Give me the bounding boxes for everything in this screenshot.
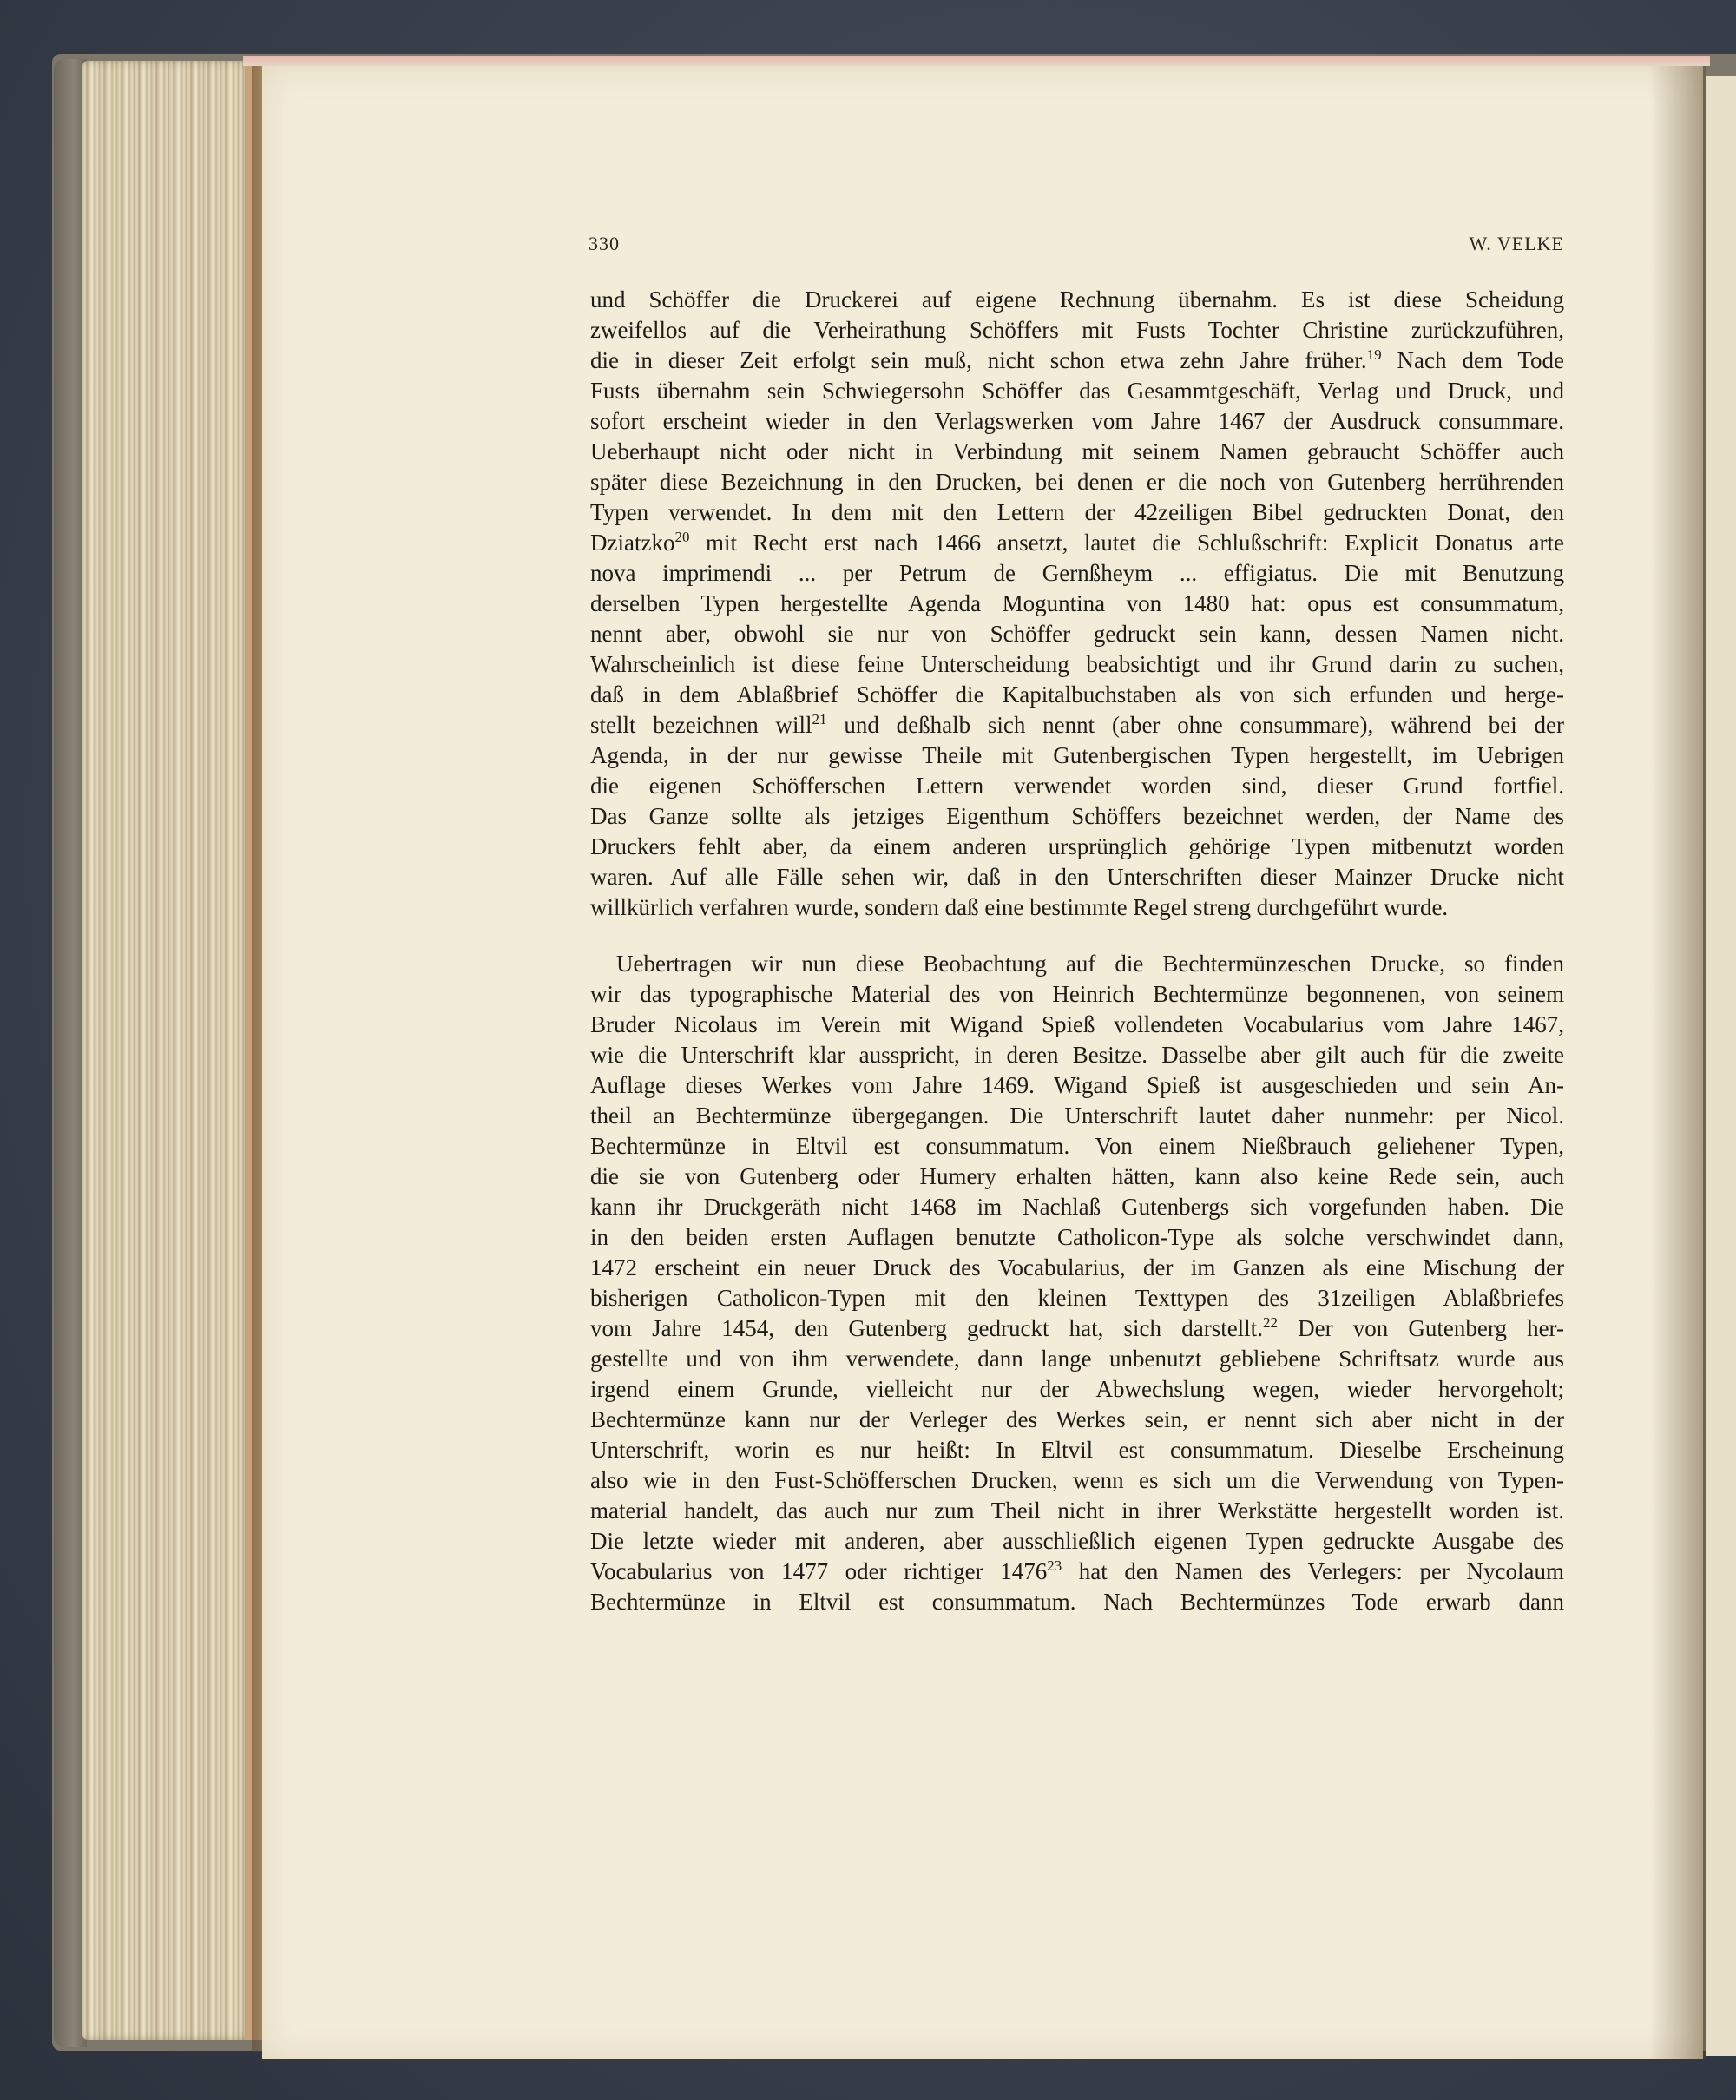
text-segment: Vocabularius von 1477 oder richtiger 1476: [590, 1558, 1048, 1584]
text-line: [590, 1313, 1564, 1344]
footnote-ref: 20: [674, 529, 690, 545]
text-segment: hat den Namen des Verlegers: per Nycolaum: [1062, 1558, 1564, 1584]
running-head: [589, 233, 1564, 259]
text-line: willkürlich verfahren wurde, sondern daß eine bestimmte Regel streng durchgeführt wurde.: [590, 894, 1449, 920]
top-edge: [243, 56, 1710, 66]
text-line: die eigenen Schöfferschen Lettern verwendet worden sind, dieser Grund fortfiel.: [590, 773, 1564, 799]
text-line: [590, 528, 1564, 558]
body-text: [590, 285, 1564, 1617]
text-line: [590, 346, 1564, 376]
text-line: irgend einem Grunde, vielleicht nur der Abwechslung wegen, wieder hervorgeholt;: [590, 1376, 1564, 1402]
text-segment: die in dieser Zeit erfolgt sein muß, nicht schon etwa zehn Jahre früher.: [590, 347, 1367, 373]
text-line: die sie von Gutenberg oder Humery erhalten hätten, kann also keine Rede sein, auch: [590, 1163, 1564, 1189]
text-line: Wahrscheinlich ist diese feine Unterscheidung beabsichtigt und ihr Grund darin zu suchen,: [590, 651, 1564, 677]
text-line: Fusts übernahm sein Schwiegersohn Schöffer das Gesammtgeschäft, Verlag und Druck, und: [590, 378, 1564, 404]
text-segment: Nach dem Tode: [1381, 347, 1564, 373]
next-page-edge: [1706, 76, 1736, 2056]
text-line: gestellte und von ihm verwendete, dann lange unbenutzt gebliebene Schriftsatz wurde aus: [590, 1346, 1564, 1372]
text-line: zweifellos auf die Verheirathung Schöffers mit Fusts Tochter Christine zurückzuführen,: [590, 317, 1564, 343]
text-line: später diese Bezeichnung in den Drucken, bei denen er die noch von Gutenberg herrührenden: [590, 469, 1564, 495]
text-line: derselben Typen hergestellte Agenda Moguntina von 1480 hat: opus est consummatum,: [590, 590, 1564, 616]
text-line: waren. Auf alle Fälle sehen wir, daß in den Unterschriften dieser Mainzer Drucke nicht: [590, 864, 1564, 890]
text-line: kann ihr Druckgeräth nicht 1468 im Nachlaß Gutenbergs sich vorgefunden haben. Die: [590, 1194, 1564, 1220]
paragraph-gap: [590, 923, 1564, 949]
text-line: Uebertragen wir nun diese Beobachtung auf die Bechtermünzeschen Drucke, so finden: [616, 951, 1564, 977]
text-line: theil an Bechtermünze übergegangen. Die Unterschrift lautet daher nunmehr: per Nicol.: [590, 1103, 1564, 1129]
text-line: material handelt, das auch nur zum Theil nicht in ihrer Werkstätte hergestellt worden ist.: [590, 1498, 1564, 1524]
text-line: Das Ganze sollte als jetziges Eigenthum Schöffers bezeichnet werden, der Name des: [590, 803, 1564, 829]
text-line: Bechtermünze kann nur der Verleger des Werkes sein, er nennt sich aber nicht in der: [590, 1406, 1564, 1432]
gutter-shadow: [1649, 66, 1706, 2059]
footnote-ref: 23: [1047, 1557, 1062, 1574]
text-line: Typen verwendet. In dem mit den Lettern der 42zeiligen Bibel gedruckten Donat, den: [590, 499, 1564, 525]
text-line: [590, 1557, 1564, 1587]
text-line: 1472 erscheint ein neuer Druck des Vocabularius, der im Ganzen als eine Mischung der: [590, 1254, 1564, 1280]
text-line: Bechtermünze in Eltvil est consummatum. Von einem Nießbrauch geliehener Typen,: [590, 1133, 1564, 1159]
text-segment: vom Jahre 1454, den Gutenberg gedruckt hat, sich darstellt.: [590, 1315, 1263, 1341]
footnote-ref: 22: [1262, 1314, 1278, 1331]
text-segment: stellt bezeichnen will: [590, 712, 812, 738]
text-segment: Dziatzko: [590, 530, 675, 556]
text-line: und Schöffer die Druckerei auf eigene Rechnung übernahm. Es ist diese Scheidung: [590, 286, 1564, 313]
footnote-ref: 21: [812, 711, 827, 727]
text-line: bisherigen Catholicon-Typen mit den kleinen Texttypen des 31zeiligen Ablaßbriefes: [590, 1285, 1564, 1311]
text-line: Bechtermünze in Eltvil est consummatum. Nach Bechtermünzes Tode erwarb dann: [590, 1589, 1564, 1615]
text-line: wir das typographische Material des von Heinrich Bechtermünze begonnenen, von seinem: [590, 981, 1564, 1007]
text-line: Die letzte wieder mit anderen, aber ausschließlich eigenen Typen gedruckte Ausgabe des: [590, 1528, 1564, 1554]
text-line: Unterschrift, worin es nur heißt: In Eltvil est consummatum. Dieselbe Erscheinung: [590, 1437, 1564, 1463]
text-line: Druckers fehlt aber, da einem anderen ursprünglich gehörige Typen mitbenutzt worden: [590, 833, 1564, 859]
text-segment: und deßhalb sich nennt (aber ohne consummare), während bei der: [826, 712, 1564, 738]
text-line: also wie in den Fust-Schöfferschen Drucken, wenn es sich um die Verwendung von Typen-: [590, 1467, 1564, 1493]
text-line: sofort erscheint wieder in den Verlagswerken vom Jahre 1467 der Ausdruck consummare.: [590, 408, 1564, 434]
page-number: 330: [589, 233, 620, 254]
text-line: wie die Unterschrift klar ausspricht, in deren Besitze. Dasselbe aber gilt auch für die zweite: [590, 1042, 1564, 1068]
text-line: Agenda, in der nur gewisse Theile mit Gutenbergischen Typen hergestellt, im Uebrigen: [590, 742, 1564, 768]
text-line: daß in dem Ablaßbrief Schöffer die Kapitalbuchstaben als von sich erfunden und herge-: [590, 681, 1564, 708]
text-line: in den beiden ersten Auflagen benutzte Catholicon-Type als solche verschwindet dann,: [590, 1224, 1564, 1250]
text-segment: mit Recht erst nach 1466 ansetzt, lautet die Schlußschrift: Explicit Donatus arte: [689, 530, 1564, 556]
text-line: Bruder Nicolaus im Verein mit Wigand Spieß vollendeten Vocabularius vom Jahre 1467,: [590, 1011, 1564, 1037]
footnote-ref: 19: [1366, 346, 1382, 363]
text-line: [590, 710, 1564, 741]
author-name: W. VELKE: [1469, 233, 1564, 254]
text-line: Auflage dieses Werkes vom Jahre 1469. Wigand Spieß ist ausgeschieden und sein An-: [590, 1072, 1564, 1098]
text-line: nennt aber, obwohl sie nur von Schöffer gedruckt sein kann, dessen Namen nicht.: [590, 621, 1564, 647]
text-line: nova imprimendi ... per Petrum de Gernßheym ... effigiatus. Die mit Benutzung: [590, 560, 1564, 586]
text-segment: Der von Gutenberg her-: [1277, 1315, 1564, 1341]
text-line: Ueberhaupt nicht oder nicht in Verbindung mit seinem Namen gebraucht Schöffer auch: [590, 438, 1564, 464]
